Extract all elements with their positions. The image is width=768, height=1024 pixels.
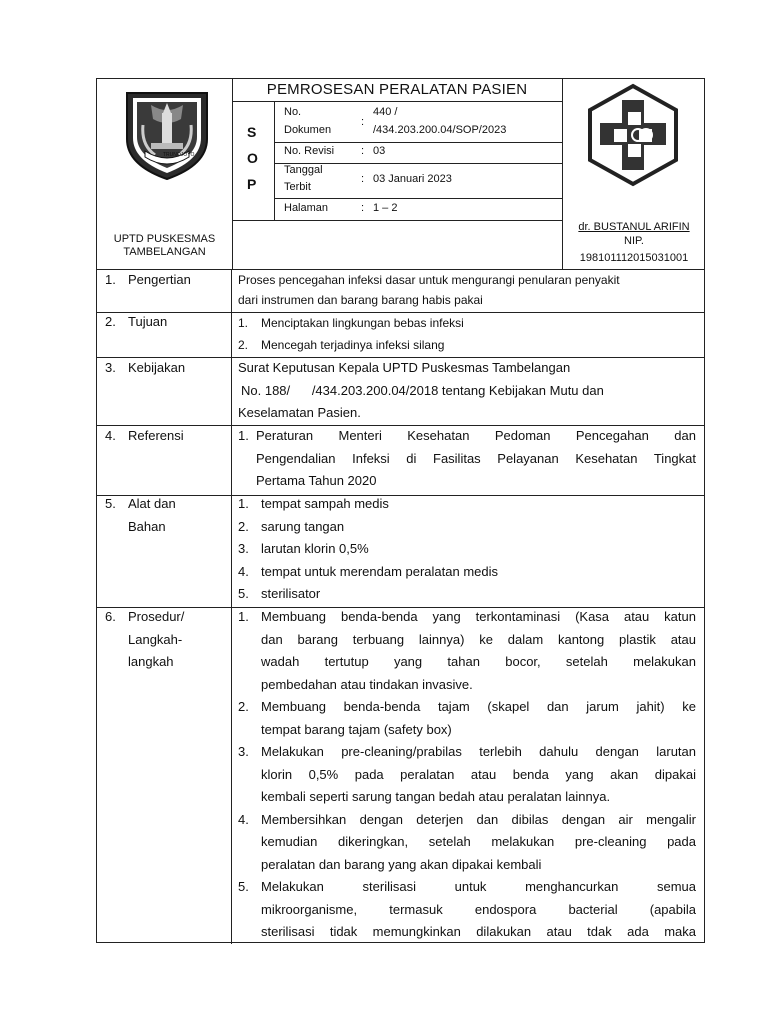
doc-number-label: Dokumen: [284, 124, 332, 136]
item-text-line: tempat barang tajam (safety box): [261, 721, 452, 737]
item-text: sarung tangan: [261, 518, 345, 534]
puskesmas-logo: [585, 83, 681, 187]
section-title: Bahan: [128, 518, 166, 534]
signer-name: dr. BUSTANUL ARIFIN: [578, 221, 690, 233]
section-content: [238, 425, 696, 493]
divider: [274, 142, 562, 143]
item-number: 4.: [238, 811, 249, 827]
document-title: PEMROSESAN PERALATAN PASIEN: [266, 81, 528, 98]
list-item: [238, 425, 696, 493]
doc-number-value: /434.203.200.04/SOP/2023: [373, 124, 507, 136]
section-label: [105, 425, 184, 448]
section-label: [105, 269, 191, 292]
doc-number-value: 440 /: [373, 106, 398, 118]
item-number: 1.: [238, 496, 249, 511]
item-number: 1.: [238, 428, 249, 443]
issue-date-value: 03 Januari 2023: [373, 173, 452, 185]
item-number: 4.: [238, 563, 249, 579]
list-item: [238, 606, 696, 696]
item-text: larutan klorin 0,5%: [261, 541, 369, 556]
item-number: 1.: [238, 609, 249, 624]
list-item: [238, 876, 696, 944]
section-number: 1.: [105, 272, 116, 287]
item-text: sterilisator: [261, 586, 321, 601]
divider: [232, 79, 233, 269]
item-text-line: klorin 0,5% pada peralatan atau benda yang akan dipakai: [261, 766, 696, 782]
item-number: 2.: [238, 699, 249, 714]
section-title: langkah: [128, 654, 174, 669]
section-content: [238, 312, 698, 356]
revision-value: 03: [373, 145, 386, 157]
issue-date-label: Tanggal: [284, 164, 323, 176]
item-text-line: sterilisasi tidak memungkinkan dilakukan atau tdak ada maka: [261, 924, 696, 939]
section-content: [238, 606, 696, 944]
section-content: [238, 270, 698, 310]
item-text-line: Pengendalian Infeksi di Fasilitas Pelayanan Kesehatan Tingkat: [256, 450, 696, 466]
section-content: [238, 357, 698, 425]
item-text-line: kemudian dikeringkan, setelah melakukan pre-cleaning pada: [261, 834, 696, 849]
item-text-line: Membersihkan dengan deterjen dan dibilas dengan air mengalir: [261, 811, 696, 827]
field-separator: :: [361, 202, 365, 214]
item-text-line: kembali seperti sarung tangan bedah atau peralatan lainnya.: [261, 789, 611, 804]
issue-date-label: Terbit: [284, 181, 311, 193]
item-number: 2.: [238, 338, 249, 352]
item-text: tempat untuk merendam peralatan medis: [261, 563, 499, 579]
section-title: Tujuan: [128, 314, 168, 329]
signer-nip: 198101112015031001: [579, 252, 689, 264]
section-number: 3.: [105, 360, 116, 375]
section-label: [105, 357, 185, 380]
institution-name: UPTD PUSKESMAS: [113, 233, 216, 245]
field-separator: :: [361, 145, 365, 157]
section-title: Pengertian: [128, 272, 191, 287]
list-item: [238, 334, 698, 356]
item-text: tempat sampah medis: [261, 496, 389, 511]
item-number: 3.: [238, 541, 249, 556]
item-number: 5.: [238, 879, 249, 894]
content-line: Surat Keputusan Kepala UPTD Puskesmas Tambelangan: [238, 360, 571, 375]
list-item: [238, 583, 698, 606]
item-text: Menciptakan lingkungan bebas infeksi: [261, 316, 464, 330]
logo-ribbon-text: TRUNOJOYO: [163, 152, 195, 158]
item-text-line: Pertama Tahun 2020: [256, 473, 377, 488]
district-emblem-logo: [121, 85, 213, 181]
item-text-line: Membuang benda-benda tajam (skapel dan jarum jahit) ke: [261, 699, 696, 714]
field-separator: :: [361, 116, 365, 128]
section-title: Alat dan: [128, 496, 176, 511]
revision-label: No. Revisi: [284, 145, 335, 157]
doc-number-label: No.: [284, 106, 302, 118]
list-item: [238, 538, 698, 561]
item-text-line: Peraturan Menteri Kesehatan Pedoman Pencegahan dan: [256, 428, 696, 443]
item-text-line: pembedahan atau tindakan invasive.: [261, 676, 473, 692]
item-text-line: Membuang benda-benda yang terkontaminasi (Kasa atau katun: [261, 609, 696, 624]
content-line: dari instrumen dan barang barang habis pakai: [238, 293, 483, 307]
section-label: [105, 493, 176, 538]
institution-name: TAMBELANGAN: [123, 246, 206, 258]
item-number: 3.: [238, 744, 249, 759]
item-text: Mencegah terjadinya infeksi silang: [261, 338, 445, 352]
list-item: [238, 741, 696, 809]
item-text-line: mikroorganisme, termasuk endospora bacterial (apabila: [261, 901, 696, 917]
item-number: 1.: [238, 316, 249, 330]
item-number: 5.: [238, 586, 249, 601]
section-label: [105, 311, 167, 334]
item-text-line: dan barang terbuang lainnya) ke dalam kantong plastik atau: [261, 631, 696, 647]
divider: [232, 220, 562, 221]
content-line: No. 188/ /434.203.200.04/2018 tentang Kebijakan Mutu dan: [241, 382, 604, 398]
item-text-line: Melakukan sterilisasi untuk menghancurkan semua: [261, 879, 696, 894]
page-label: Halaman: [284, 202, 329, 214]
page-value: 1 – 2: [373, 202, 398, 214]
section-title: Kebijakan: [128, 360, 186, 375]
section-label: [105, 606, 184, 674]
list-item: [238, 493, 698, 516]
divider: [274, 198, 562, 199]
content-line: Proses pencegahan infeksi dasar untuk mengurangi penularan penyakit: [238, 273, 620, 287]
list-item: [238, 696, 696, 741]
section-number: 6.: [105, 609, 116, 624]
section-title: Langkah-: [128, 631, 183, 647]
section-content: [238, 493, 698, 606]
item-text-line: Melakukan pre-cleaning/prabilas terlebih dahulu dengan larutan: [261, 744, 696, 759]
list-item: [238, 516, 698, 539]
item-number: 2.: [238, 518, 249, 534]
signer-nip-label: NIP.: [624, 235, 644, 247]
section-title: Prosedur/: [128, 609, 185, 624]
divider: [232, 101, 562, 102]
list-item: [238, 809, 696, 877]
item-text-line: peralatan dan barang yang akan dipakai kembali: [261, 856, 542, 872]
section-number: 4.: [105, 428, 116, 443]
sop-letter-o: O: [247, 150, 258, 166]
list-item: [238, 561, 698, 584]
sop-letter-s: S: [247, 124, 257, 140]
section-number: 2.: [105, 314, 116, 329]
section-title: Referensi: [128, 428, 184, 443]
sop-letter-p: P: [247, 176, 257, 192]
sop-document: [96, 78, 705, 943]
section-number: 5.: [105, 496, 116, 511]
divider: [274, 101, 275, 220]
item-text-line: wadah tertutup yang tahan bocor, setelah melakukan: [261, 654, 696, 669]
field-separator: :: [361, 173, 365, 185]
list-item: [238, 312, 698, 334]
content-line: Keselamatan Pasien.: [238, 405, 361, 420]
